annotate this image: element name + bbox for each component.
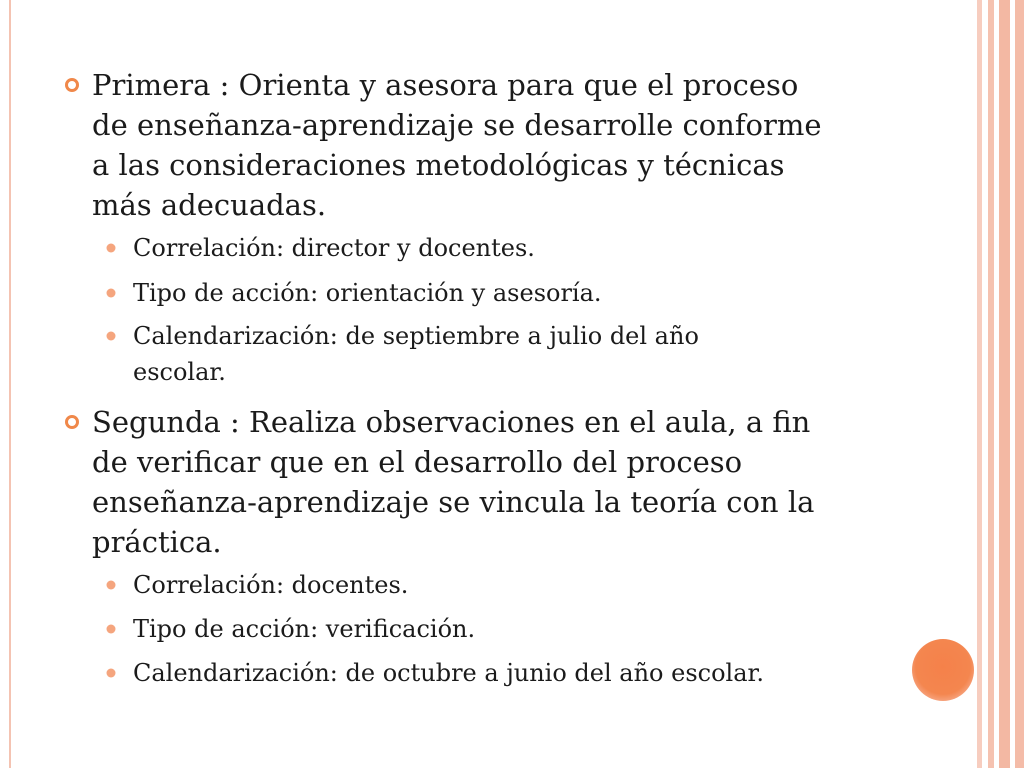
bullet-text-line: a las consideraciones metodológicas y técnicas (92, 148, 785, 182)
bullet-text-line: Segunda : Realiza observaciones en el aula, a fin (92, 405, 811, 439)
dot-bullet-icon (106, 288, 116, 298)
subbullet-tipo-accion (133, 611, 475, 647)
subbullet-calendarizacion (133, 318, 699, 390)
right-border-stripe (999, 0, 1010, 768)
dot-bullet-icon (106, 580, 116, 590)
right-border-stripe (988, 0, 994, 768)
bullet-primera (92, 65, 822, 225)
right-border-stripe (1015, 0, 1024, 768)
subbullet-correlacion (133, 567, 408, 603)
bullet-text-line: de verificar que en el desarrollo del proceso (92, 445, 743, 479)
subbullet-correlacion (133, 230, 535, 266)
ring-bullet-icon (64, 77, 80, 93)
subbullet-text-line: Calendarización: de septiembre a julio del año (133, 322, 699, 350)
subbullet-text-line: escolar. (133, 358, 226, 386)
dot-bullet-icon (106, 243, 116, 253)
bullet-text-line: práctica. (92, 525, 222, 559)
subbullet-text-line: Tipo de acción: orientación y asesoría. (133, 279, 602, 307)
left-border-line (9, 0, 11, 768)
subbullet-text-line: Tipo de acción: verificación. (133, 615, 476, 643)
subbullet-text-line: Calendarización: de octubre a junio del año escolar. (133, 659, 764, 687)
subbullet-text-line: Correlación: docentes. (133, 571, 409, 599)
subbullet-calendarizacion (133, 655, 764, 691)
subbullet-tipo-accion (133, 275, 602, 311)
bullet-text-line: más adecuadas. (92, 188, 327, 222)
ring-bullet-icon (64, 414, 80, 430)
bullet-segunda (92, 402, 814, 562)
dot-bullet-icon (106, 624, 116, 634)
orange-circle-icon (911, 638, 975, 702)
subbullet-text-line: Correlación: director y docentes. (133, 234, 535, 262)
right-border-stripe (977, 0, 982, 768)
dot-bullet-icon (106, 331, 116, 341)
bullet-text-line: de enseñanza-aprendizaje se desarrolle conforme (92, 108, 822, 142)
bullet-text-line: Primera : Orienta y asesora para que el proceso (92, 68, 799, 102)
dot-bullet-icon (106, 668, 116, 678)
bullet-text-line: enseñanza-aprendizaje se vincula la teoría con la (92, 485, 815, 519)
